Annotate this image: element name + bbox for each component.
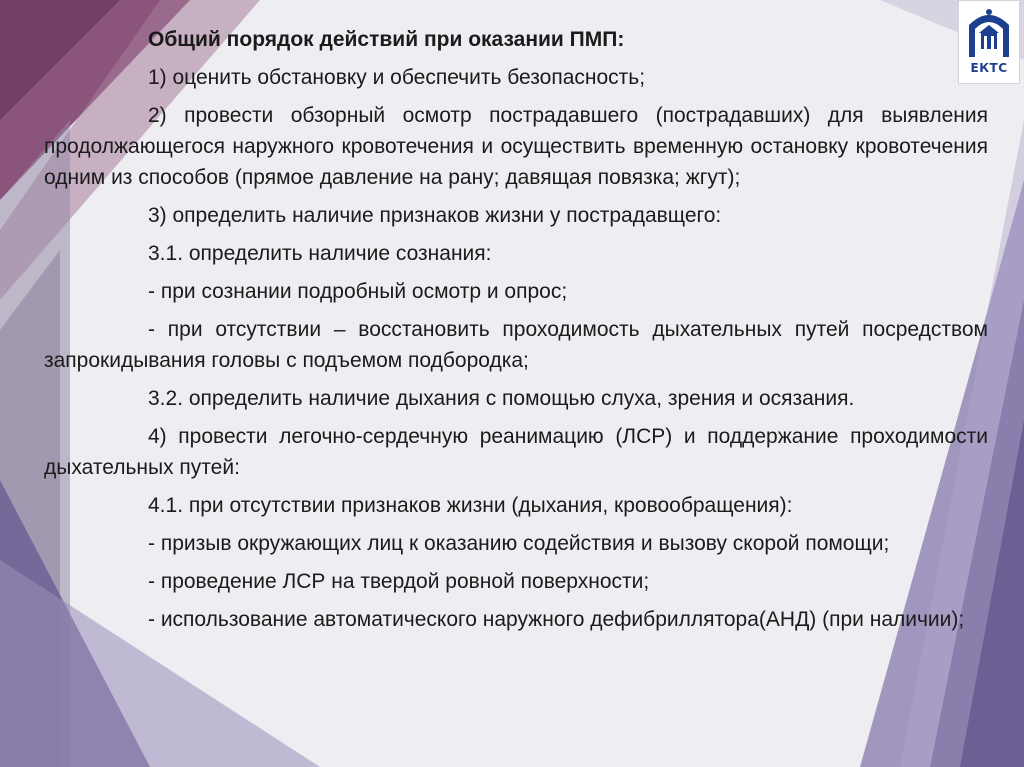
- document-title: Общий порядок действий при оказании ПМП:: [148, 28, 625, 51]
- paragraph: 3.2. определить наличие дыхания с помощью слуха, зрения и осязания.: [148, 387, 855, 410]
- logo-text: ЕКТС: [970, 61, 1008, 75]
- paragraph: - использование автоматического наружного дефибриллятора(АНД) (при наличии);: [148, 608, 965, 631]
- paragraph: - проведение ЛСР на твердой ровной поверхности;: [148, 570, 650, 593]
- paragraph: 2) провести обзорный осмотр пострадавшего (пострадавших) для выявления продолжающегося наружного кровотечения и осуществить временную остановку кровотечения одним из способов (прямое давление на рану; давящая повязка; жгут);: [44, 104, 988, 189]
- paragraph: 4) провести легочно-сердечную реанимацию (ЛСР) и поддержание проходимости дыхательных путей:: [44, 425, 988, 479]
- paragraph: - призыв окружающих лиц к оказанию содействия и вызову скорой помощи;: [148, 532, 890, 555]
- paragraph: 4.1. при отсутствии признаков жизни (дыхания, кровообращения):: [148, 494, 793, 517]
- paragraph: 1) оценить обстановку и обеспечить безопасность;: [148, 66, 646, 89]
- paragraph: - при отсутствии – восстановить проходимость дыхательных путей посредством запрокидывания головы с подъемом подбородка;: [44, 318, 988, 372]
- document-body: [44, 24, 988, 642]
- paragraph: 3) определить наличие признаков жизни у пострадавщего:: [148, 204, 722, 227]
- paragraph: - при сознании подробный осмотр и опрос;: [148, 280, 568, 303]
- paragraph: 3.1. определить наличие сознания:: [148, 242, 492, 265]
